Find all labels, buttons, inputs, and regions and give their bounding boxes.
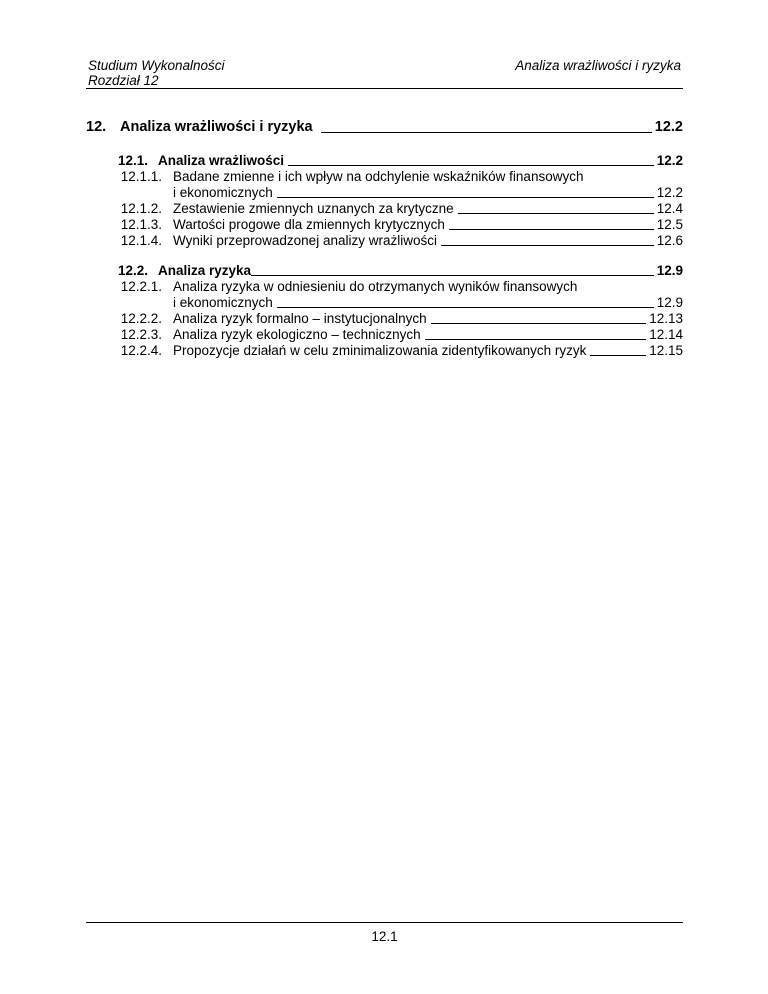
toc-subsection-12-2-1-cont[interactable]	[86, 295, 683, 311]
table-of-contents	[86, 118, 683, 359]
toc-subsection-12-2-4[interactable]	[86, 343, 683, 359]
toc-title: Propozycje działań w celu zminimalizowania zidentyfikowanych ryzyk	[173, 343, 587, 358]
toc-leader	[590, 354, 646, 356]
header-left	[88, 58, 225, 88]
page-header	[86, 58, 683, 89]
toc-page: 12.5	[656, 217, 683, 232]
toc-title: Badane zmienne i ich wpływ na odchylenie wskaźników finansowych	[173, 169, 584, 184]
toc-leader	[431, 322, 647, 324]
toc-subsection-12-1-1[interactable]	[86, 169, 683, 185]
toc-page: 12.13	[649, 311, 683, 326]
toc-page: 12.9	[656, 295, 683, 310]
toc-leader	[321, 131, 652, 133]
toc-page: 12.9	[656, 263, 683, 278]
toc-page: 12.14	[649, 327, 683, 342]
toc-title: Wyniki przeprowadzonej analizy wrażliwości	[173, 233, 437, 248]
toc-page: 12.2	[654, 119, 683, 135]
header-section-title: Analiza wrażliwości i ryzyka	[515, 58, 681, 73]
header-chapter: Rozdział 12	[88, 73, 159, 88]
toc-section-12-2[interactable]	[86, 263, 683, 279]
toc-number: 12.1.3.	[120, 217, 162, 232]
toc-number: 12.1.4.	[120, 233, 162, 248]
toc-number: 12.2.2.	[120, 311, 162, 326]
toc-leader	[288, 164, 654, 166]
toc-title: Wartości progowe dla zmiennych krytycznych	[173, 217, 445, 232]
toc-page: 12.4	[656, 201, 683, 216]
toc-number: 12.2.1.	[120, 279, 162, 294]
toc-number: 12.2.	[117, 263, 148, 278]
page-footer	[86, 922, 683, 944]
toc-subsection-12-1-1-cont[interactable]	[86, 185, 683, 201]
toc-number: 12.1.2.	[120, 201, 162, 216]
toc-number: 12.1.1.	[120, 169, 162, 184]
toc-page: 12.6	[656, 233, 683, 248]
toc-subsection-12-2-3[interactable]	[86, 327, 683, 343]
header-document-title: Studium Wykonalności	[88, 58, 225, 73]
toc-subsection-12-2-1[interactable]	[86, 279, 683, 295]
toc-subsection-12-1-3[interactable]	[86, 217, 683, 233]
toc-chapter-12[interactable]	[86, 118, 683, 136]
toc-leader	[458, 212, 654, 214]
toc-number: 12.	[86, 119, 107, 135]
toc-subsection-12-2-2[interactable]	[86, 311, 683, 327]
page-number: 12.1	[371, 929, 398, 944]
toc-title-cont: i ekonomicznych	[173, 185, 273, 200]
toc-title-cont: i ekonomicznych	[173, 295, 273, 310]
toc-title: Analiza wrażliwości	[158, 153, 285, 168]
toc-number: 12.2.3.	[120, 327, 162, 342]
toc-subsection-12-1-4[interactable]	[86, 233, 683, 249]
toc-subsection-12-1-2[interactable]	[86, 201, 683, 217]
toc-title: Analiza ryzyk ekologiczno – technicznych	[173, 327, 421, 342]
toc-title: Analiza ryzyk formalno – instytucjonalnych	[173, 311, 427, 326]
toc-leader	[277, 196, 654, 198]
toc-leader	[425, 338, 647, 340]
toc-leader	[441, 244, 654, 246]
toc-page: 12.15	[649, 343, 683, 358]
toc-page: 12.2	[656, 153, 683, 168]
toc-title: Zestawienie zmiennych uznanych za krytyczne	[173, 201, 454, 216]
toc-title: Analiza ryzyka w odniesieniu do otrzymanych wyników finansowych	[173, 279, 578, 294]
toc-leader	[277, 306, 654, 308]
toc-number: 12.2.4.	[120, 343, 162, 358]
toc-leader	[449, 228, 654, 230]
toc-section-12-1[interactable]	[86, 153, 683, 169]
toc-page: 12.2	[656, 185, 683, 200]
toc-title: Analiza wrażliwości i ryzyka	[120, 119, 313, 135]
toc-leader	[251, 274, 654, 276]
toc-number: 12.1.	[117, 153, 148, 168]
toc-title: Analiza ryzyka	[158, 263, 252, 278]
